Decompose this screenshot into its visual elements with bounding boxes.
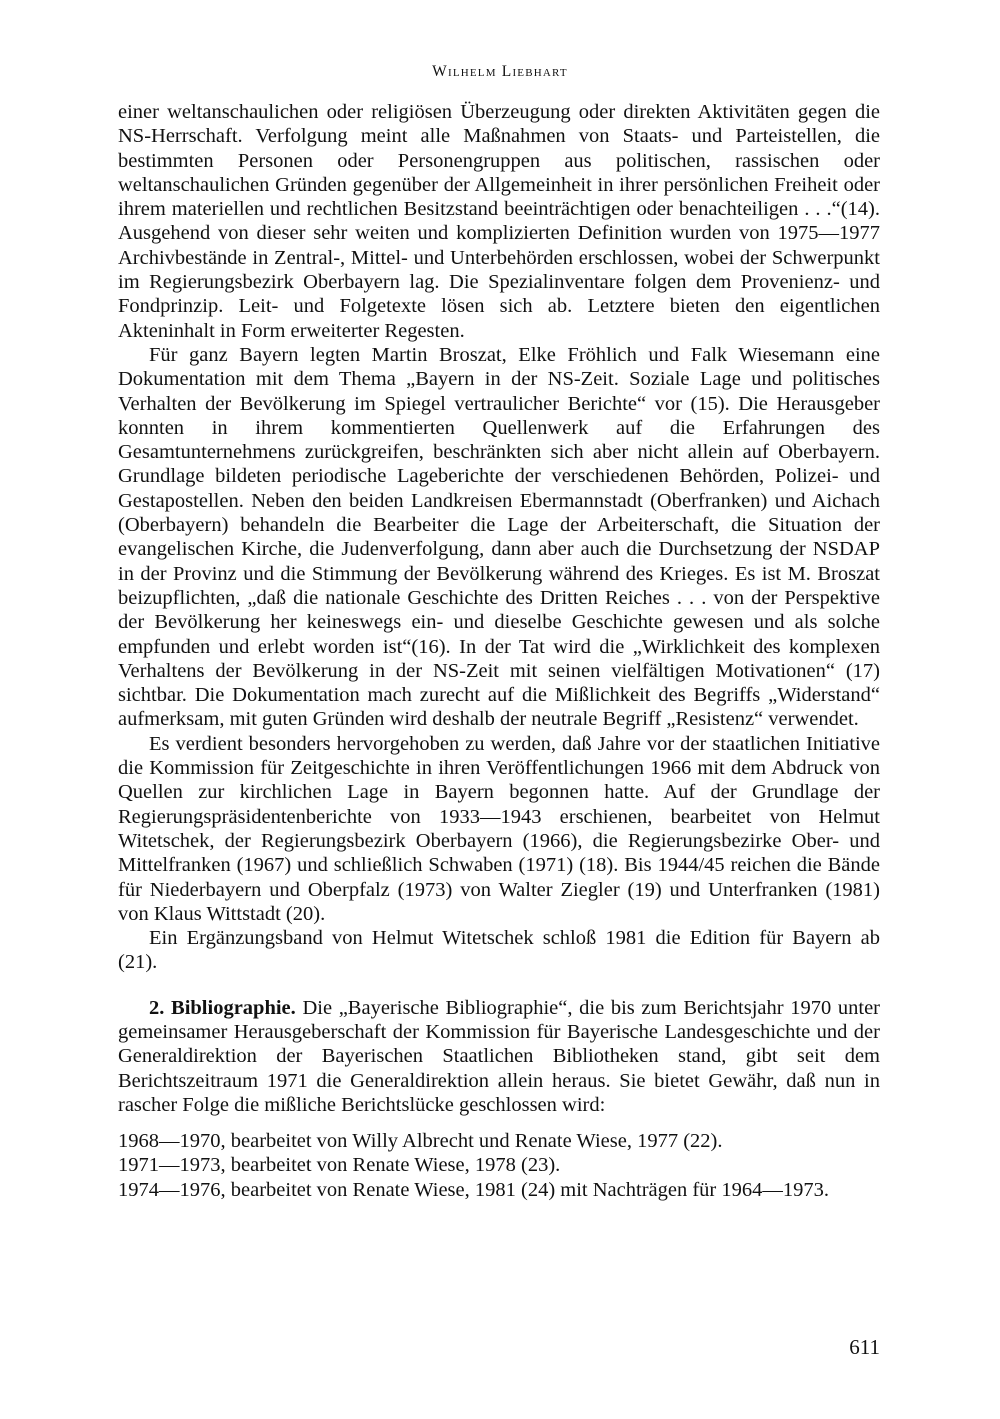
list-item: 1971—1973, bearbeitet von Renate Wiese, 1978 (23). (118, 1154, 561, 1177)
list-item: 1974—1976, bearbeitet von Renate Wiese, 1981 (24) mit Nachträgen für 1964—1973. (118, 1178, 829, 1201)
section-text: Die „Bayerische Bibliographie“, die bis zum Berichtsjahr 1970 unter gemeinsamer Herausgeberschaft der Kommission für Bayerische Landesgeschichte und der Generaldirektion der Bayerischen Staatlichen Bibliotheken stand, gibt seit dem Berichtszeitraum 1971 die Generaldirektion allein heraus. Sie bietet Gewähr, daß nun in rascher Folge die mißliche Berichtslücke geschlossen wird: (118, 996, 881, 1116)
body-text (118, 100, 880, 1202)
paragraph-3: Es verdient besonders hervorgehoben zu werden, daß Jahre vor der staatlichen Initiative die Kommission für Zeitgeschichte in ihren Veröffentlichungen 1966 mit dem Abdruck von Quellen zur kirchlichen Lage in Bayern begonnen hatte. Auf der Grundlage der Regierungspräsidentenberichte von 1933—1943 erschienen, bearbeitet von Helmut Witetschek, der Regierungsbezirk Oberbayern (1966), die Regierungsbezirke Ober- und Mittelfranken (1967) und schließlich Schwaben (1971) (18). Bis 1944/45 reichen die Bände für Niederbayern und Oberpfalz (1973) von Walter Ziegler (19) und Unterfranken (1981) von Klaus Wittstadt (20). (118, 732, 880, 925)
list-item: 1968—1970, bearbeitet von Willy Albrecht und Renate Wiese, 1977 (22). (118, 1130, 723, 1153)
running-head: Wilhelm Liebhart (432, 63, 568, 80)
page-number: 611 (849, 1335, 880, 1359)
bibliography-list (118, 1129, 880, 1202)
section-heading: 2. Bibliographie. (149, 996, 296, 1019)
paragraph-2: Für ganz Bayern legten Martin Broszat, Elke Fröhlich und Falk Wiesemann eine Dokumentation mit dem Thema „Bayern in der NS-Zeit. Soziale Lage und politisches Verhalten der Bevölkerung im Spiegel vertraulicher Berichte“ vor (15). Die Herausgeber konnten in ihrem kommentierten Quellenwerk auf die Erfahrungen des Gesamtunternehmens zurückgreifen, beschränkten sich aber nicht allein auf Oberbayern. Grundlage bildeten periodische Lageberichte der verschiedenen Behörden, Polizei- und Gestapostellen. Neben den beiden Landkreisen Ebermannstadt (Oberfranken) und Aichach (Oberbayern) behandeln die Bearbeiter die Lage der Arbeiterschaft, die Situation der evangelischen Kirche, die Judenverfolgung, dann aber auch die Durchsetzung der NSDAP in der Provinz und die Stimmung der Bevölkerung während des Krieges. Es ist M. Broszat beizupflichten, „daß die nationale Geschichte des Dritten Reiches . . . von der Perspektive der Bevölkerung her keineswegs ein- und dieselbe Geschichte gewesen und als solche empfunden und erlebt worden ist“(16). In der Tat wird die „Wirklichkeit des komplexen Verhaltens der Bevölkerung in der NS-Zeit mit seinen vielfältigen Motivationen“ (17) sichtbar. Die Dokumentation mach zurecht auf die Mißlichkeit des Begriffs „Widerstand“ aufmerksam, mit guten Gründen wird deshalb der neutrale Begriff „Resistenz“ verwendet. (118, 343, 880, 731)
paragraph-1: einer weltanschaulichen oder religiösen Überzeugung oder direkten Aktivitäten gegen die NS-Herrschaft. Verfolgung meint alle Maßnahmen von Staats- und Parteistellen, die bestimmten Personen oder Personengruppen aus politischen, rassischen oder weltanschaulichen Gründen gegenüber der Allgemeinheit in ihrer persönlichen Freiheit oder ihrem materiellen und rechtlichen Besitzstand beeinträchtigen oder benachteiligen . . .“(14). Ausgehend von dieser sehr weiten und komplizierten Definition wurden von 1975—1977 Archivbestände in Zentral-, Mittel- und Unterbehörden erschlossen, wobei der Schwerpunkt im Regierungsbezirk Oberbayern lag. Die Spezialinventare folgen dem Provenienz- und Fondprinzip. Leit- und Folgetexte lösen sich ab. Letztere bieten den eigentlichen Akteninhalt in Form erweiterter Regesten. (118, 101, 880, 342)
paragraph-4: Ein Ergänzungsband von Helmut Witetschek schloß 1981 die Edition für Bayern ab (21). (118, 927, 880, 974)
section-bibliographie (118, 996, 880, 1117)
